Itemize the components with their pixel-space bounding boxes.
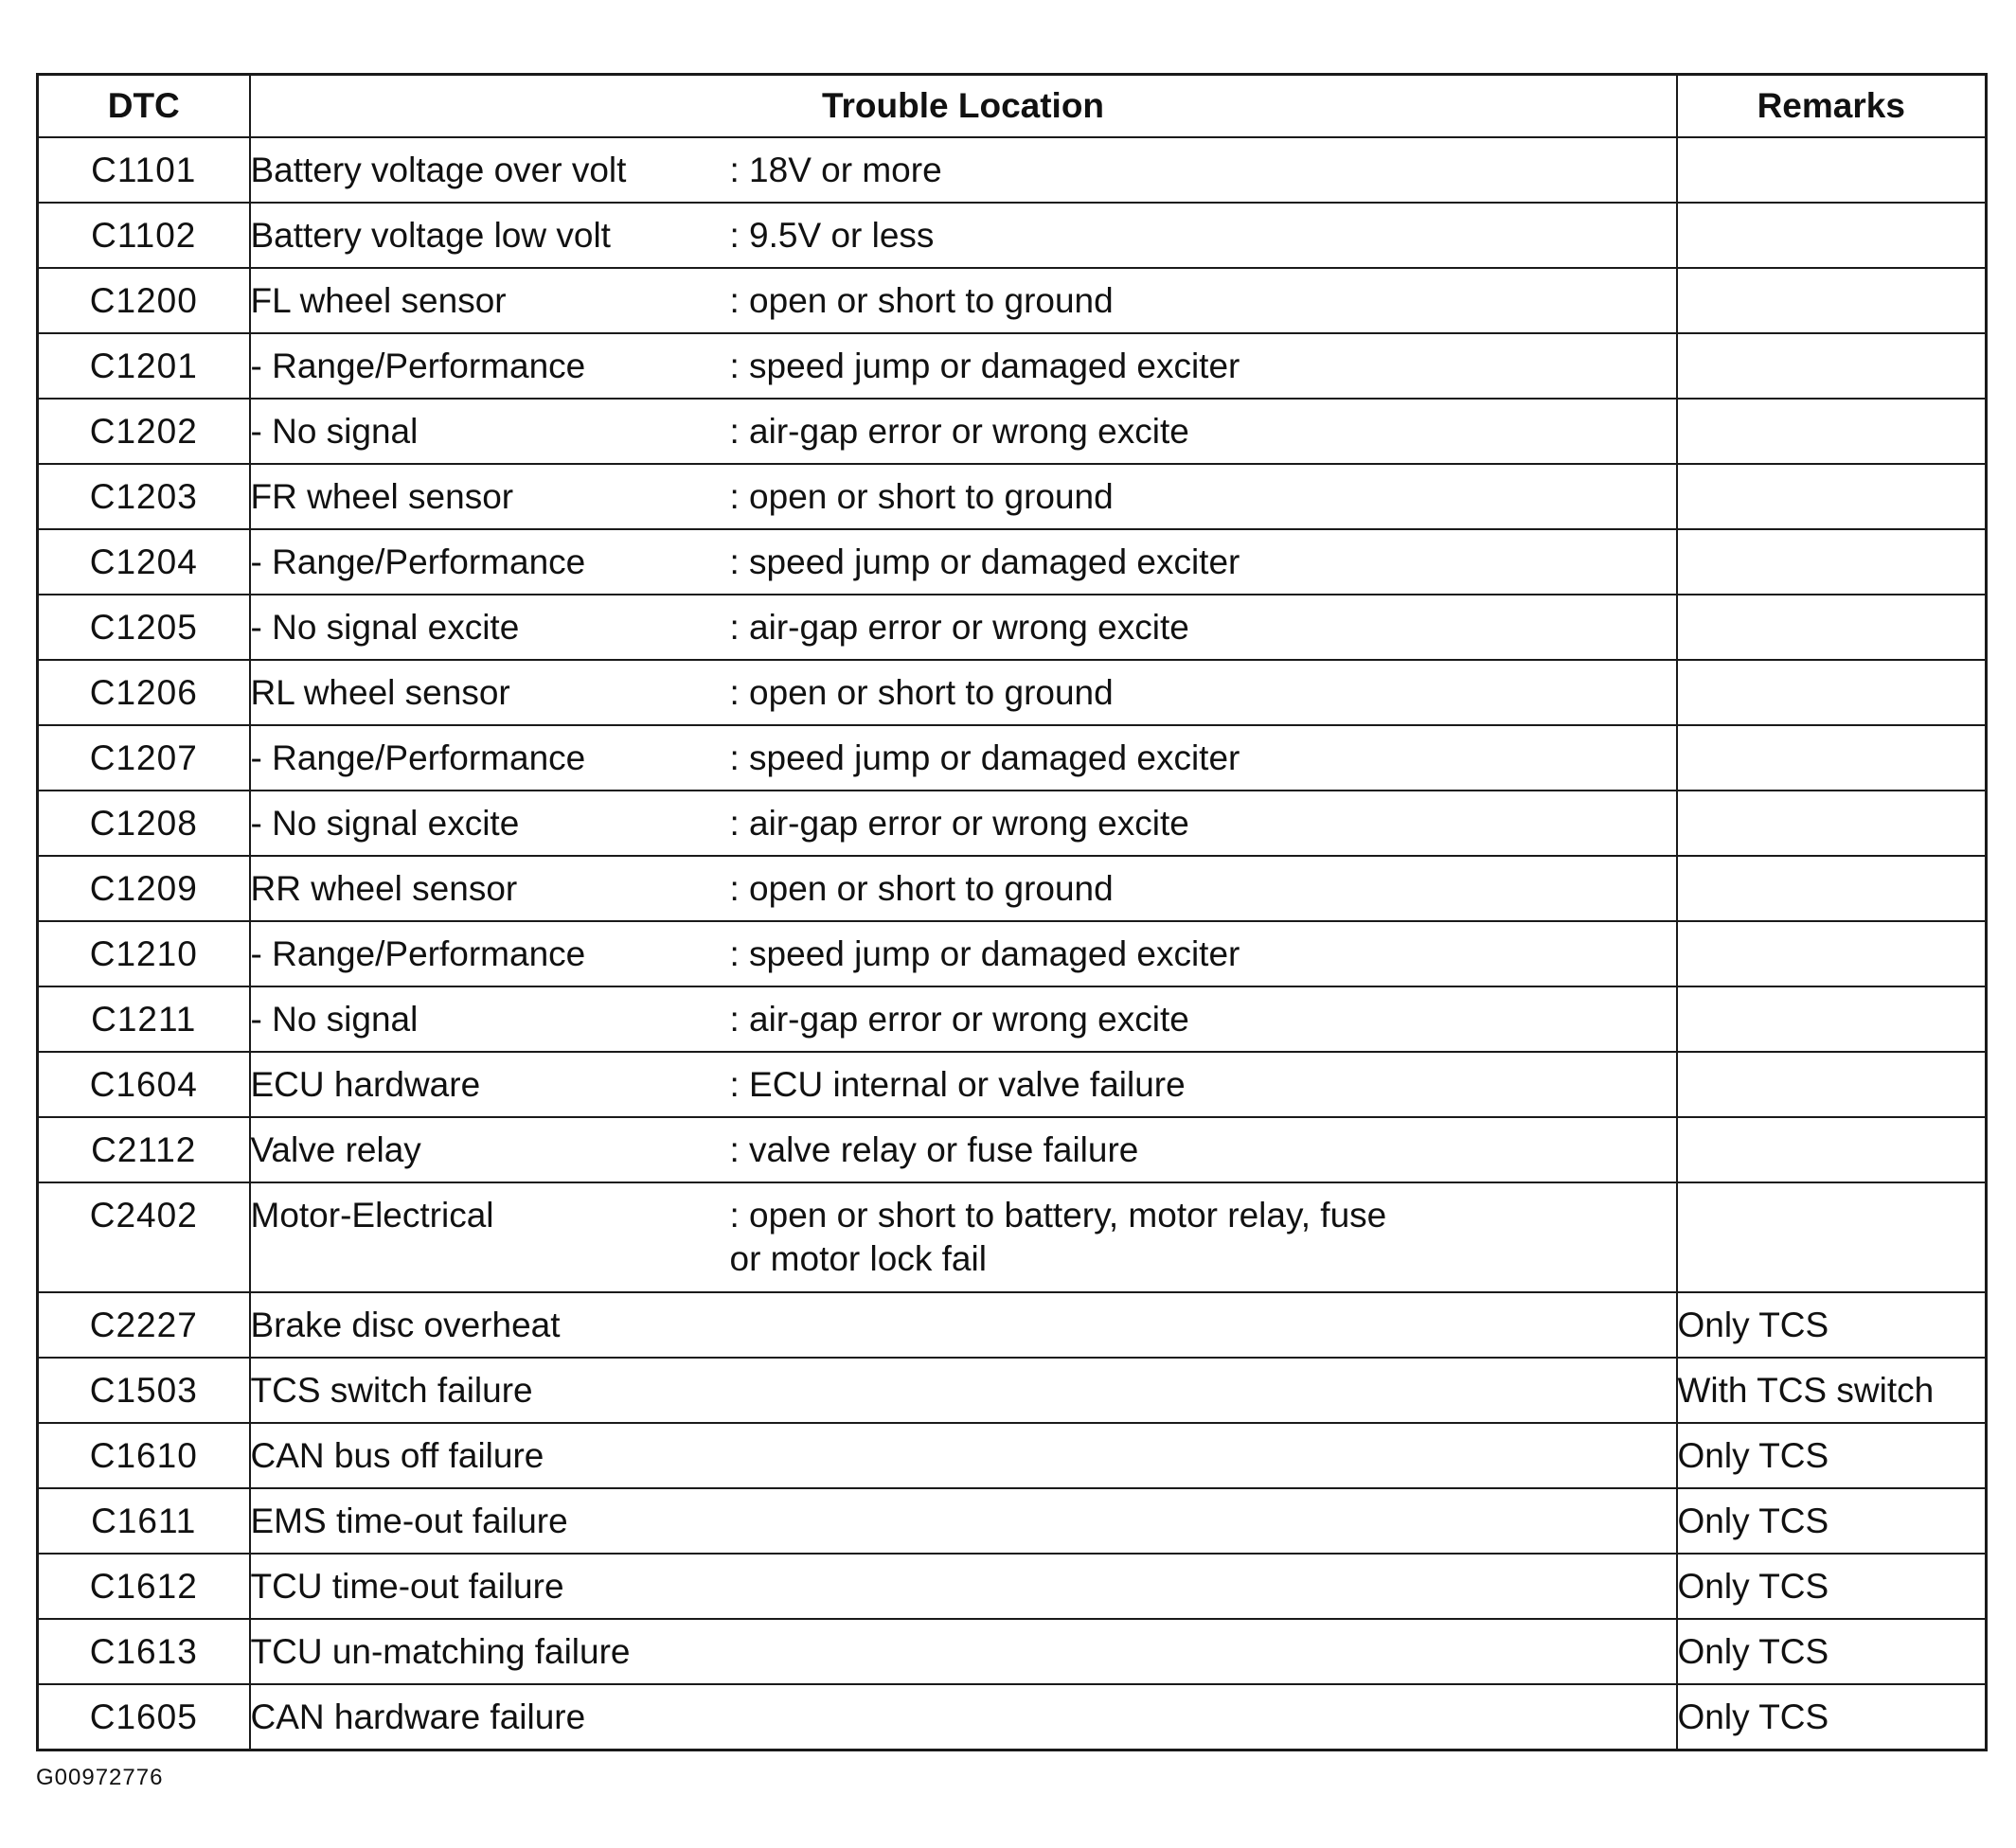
dtc-code: C1209 bbox=[38, 856, 250, 921]
remarks-cell bbox=[1677, 595, 1987, 660]
remarks-cell: Only TCS bbox=[1677, 1554, 1987, 1619]
trouble-location-detail: : open or short to ground bbox=[729, 477, 1114, 516]
trouble-location-name: FL wheel sensor bbox=[250, 281, 507, 320]
table-row bbox=[38, 203, 1987, 268]
remarks-cell bbox=[1677, 137, 1987, 203]
remarks-cell bbox=[1677, 791, 1987, 856]
trouble-location-cell bbox=[250, 529, 1677, 595]
table-row bbox=[38, 791, 1987, 856]
dtc-code: C2112 bbox=[38, 1117, 250, 1182]
remarks-cell: Only TCS bbox=[1677, 1488, 1987, 1554]
remarks-cell bbox=[1677, 856, 1987, 921]
table-row bbox=[38, 595, 1987, 660]
trouble-location-cell bbox=[250, 1182, 1677, 1292]
trouble-location-name: - Range/Performance bbox=[250, 738, 586, 777]
remarks-cell bbox=[1677, 1182, 1987, 1292]
header-remarks: Remarks bbox=[1677, 75, 1987, 138]
dtc-code: C1207 bbox=[38, 725, 250, 791]
dtc-code: C1604 bbox=[38, 1052, 250, 1117]
trouble-location-name: - No signal bbox=[250, 1000, 419, 1039]
trouble-location-detail: : open or short to battery, motor relay, fuse or motor lock fail bbox=[729, 1196, 1387, 1278]
trouble-location-cell bbox=[250, 203, 1677, 268]
trouble-location-name: Valve relay bbox=[250, 1130, 421, 1169]
trouble-location-cell bbox=[250, 725, 1677, 791]
trouble-location-detail: : ECU internal or valve failure bbox=[729, 1065, 1186, 1104]
trouble-location-name: - Range/Performance bbox=[250, 934, 586, 973]
table-row bbox=[38, 1182, 1987, 1292]
dtc-code: C2227 bbox=[38, 1292, 250, 1358]
table-row bbox=[38, 725, 1987, 791]
remarks-cell bbox=[1677, 333, 1987, 399]
figure-id: G00972776 bbox=[36, 1765, 164, 1790]
trouble-location-cell bbox=[250, 595, 1677, 660]
table-row bbox=[38, 1684, 1987, 1750]
remarks-cell bbox=[1677, 399, 1987, 464]
trouble-location-name: Battery voltage low volt bbox=[250, 216, 611, 255]
trouble-location-name: - No signal excite bbox=[250, 608, 520, 647]
trouble-location-name: ECU hardware bbox=[250, 1065, 481, 1104]
trouble-location-cell bbox=[250, 1292, 1677, 1358]
trouble-location-cell bbox=[250, 333, 1677, 399]
trouble-location-cell bbox=[250, 1554, 1677, 1619]
trouble-location-name: TCU un-matching failure bbox=[250, 1632, 631, 1671]
remarks-cell: Only TCS bbox=[1677, 1423, 1987, 1488]
trouble-location-name: CAN hardware failure bbox=[250, 1697, 586, 1736]
table-row bbox=[38, 464, 1987, 529]
dtc-code: C1611 bbox=[38, 1488, 250, 1554]
trouble-location-name: Motor-Electrical bbox=[250, 1196, 494, 1235]
dtc-code: C1613 bbox=[38, 1619, 250, 1684]
remarks-cell: Only TCS bbox=[1677, 1684, 1987, 1750]
remarks-cell bbox=[1677, 660, 1987, 725]
trouble-location-name: - No signal bbox=[250, 412, 419, 451]
trouble-location-cell bbox=[250, 1358, 1677, 1423]
table-row bbox=[38, 660, 1987, 725]
trouble-location-name: TCU time-out failure bbox=[250, 1567, 564, 1606]
trouble-location-detail: : 18V or more bbox=[729, 151, 942, 189]
trouble-location-cell bbox=[250, 986, 1677, 1052]
trouble-location-cell bbox=[250, 1117, 1677, 1182]
remarks-cell bbox=[1677, 921, 1987, 986]
table-row bbox=[38, 856, 1987, 921]
trouble-location-name: CAN bus off failure bbox=[250, 1436, 544, 1475]
remarks-cell bbox=[1677, 986, 1987, 1052]
dtc-code: C1204 bbox=[38, 529, 250, 595]
table-row bbox=[38, 1488, 1987, 1554]
table-row bbox=[38, 921, 1987, 986]
trouble-location-cell bbox=[250, 1423, 1677, 1488]
dtc-code: C1200 bbox=[38, 268, 250, 333]
dtc-code: C1205 bbox=[38, 595, 250, 660]
dtc-code: C1605 bbox=[38, 1684, 250, 1750]
dtc-code: C1206 bbox=[38, 660, 250, 725]
trouble-location-detail: : valve relay or fuse failure bbox=[729, 1130, 1139, 1169]
trouble-location-name: Battery voltage over volt bbox=[250, 151, 627, 189]
dtc-code: C1208 bbox=[38, 791, 250, 856]
table-row bbox=[38, 1292, 1987, 1358]
header-row bbox=[38, 75, 1987, 138]
dtc-code: C1201 bbox=[38, 333, 250, 399]
remarks-cell: Only TCS bbox=[1677, 1292, 1987, 1358]
dtc-code: C1503 bbox=[38, 1358, 250, 1423]
dtc-code: C1203 bbox=[38, 464, 250, 529]
dtc-table bbox=[36, 73, 1988, 1751]
trouble-location-name: RL wheel sensor bbox=[250, 673, 510, 712]
trouble-location-name: - No signal excite bbox=[250, 804, 520, 843]
dtc-code: C1610 bbox=[38, 1423, 250, 1488]
trouble-location-cell bbox=[250, 399, 1677, 464]
dtc-code: C2402 bbox=[38, 1182, 250, 1292]
dtc-code: C1210 bbox=[38, 921, 250, 986]
remarks-cell bbox=[1677, 464, 1987, 529]
table-row bbox=[38, 529, 1987, 595]
header-dtc: DTC bbox=[38, 75, 250, 138]
table-row bbox=[38, 1423, 1987, 1488]
trouble-location-detail: : speed jump or damaged exciter bbox=[729, 934, 1240, 973]
remarks-cell bbox=[1677, 268, 1987, 333]
trouble-location-detail: : air-gap error or wrong excite bbox=[729, 412, 1189, 451]
trouble-location-cell bbox=[250, 791, 1677, 856]
table-row bbox=[38, 1554, 1987, 1619]
trouble-location-detail: : speed jump or damaged exciter bbox=[729, 542, 1240, 581]
remarks-cell bbox=[1677, 1117, 1987, 1182]
table-row bbox=[38, 986, 1987, 1052]
trouble-location-name: EMS time-out failure bbox=[250, 1502, 568, 1540]
dtc-code: C1102 bbox=[38, 203, 250, 268]
trouble-location-cell bbox=[250, 1684, 1677, 1750]
trouble-location-detail: : speed jump or damaged exciter bbox=[729, 738, 1240, 777]
trouble-location-name: - Range/Performance bbox=[250, 346, 586, 385]
table-row bbox=[38, 137, 1987, 203]
trouble-location-name: RR wheel sensor bbox=[250, 869, 518, 908]
trouble-location-cell bbox=[250, 660, 1677, 725]
dtc-code: C1612 bbox=[38, 1554, 250, 1619]
remarks-cell bbox=[1677, 725, 1987, 791]
trouble-location-detail: : open or short to ground bbox=[729, 673, 1114, 712]
trouble-location-cell bbox=[250, 1619, 1677, 1684]
trouble-location-cell bbox=[250, 464, 1677, 529]
table-row bbox=[38, 1052, 1987, 1117]
table-row bbox=[38, 1358, 1987, 1423]
remarks-cell bbox=[1677, 529, 1987, 595]
remarks-cell bbox=[1677, 203, 1987, 268]
trouble-location-detail: : air-gap error or wrong excite bbox=[729, 1000, 1189, 1039]
remarks-cell bbox=[1677, 1052, 1987, 1117]
table-row bbox=[38, 1117, 1987, 1182]
dtc-code: C1202 bbox=[38, 399, 250, 464]
trouble-location-detail: : air-gap error or wrong excite bbox=[729, 608, 1189, 647]
table-row bbox=[38, 399, 1987, 464]
trouble-location-cell bbox=[250, 137, 1677, 203]
trouble-location-name: Brake disc overheat bbox=[250, 1306, 561, 1344]
trouble-location-cell bbox=[250, 268, 1677, 333]
remarks-cell: Only TCS bbox=[1677, 1619, 1987, 1684]
trouble-location-cell bbox=[250, 921, 1677, 986]
trouble-location-name: TCS switch failure bbox=[250, 1371, 533, 1410]
dtc-code: C1101 bbox=[38, 137, 250, 203]
trouble-location-detail: : open or short to ground bbox=[729, 281, 1114, 320]
trouble-location-detail: : air-gap error or wrong excite bbox=[729, 804, 1189, 843]
trouble-location-cell bbox=[250, 1052, 1677, 1117]
trouble-location-detail: : 9.5V or less bbox=[729, 216, 935, 255]
trouble-location-detail: : open or short to ground bbox=[729, 869, 1114, 908]
table-row bbox=[38, 268, 1987, 333]
remarks-cell: With TCS switch bbox=[1677, 1358, 1987, 1423]
trouble-location-name: - Range/Performance bbox=[250, 542, 586, 581]
trouble-location-detail: : speed jump or damaged exciter bbox=[729, 346, 1240, 385]
table-row bbox=[38, 333, 1987, 399]
dtc-code: C1211 bbox=[38, 986, 250, 1052]
header-trouble-location: Trouble Location bbox=[250, 75, 1677, 138]
table-body bbox=[38, 137, 1987, 1750]
table-row bbox=[38, 1619, 1987, 1684]
trouble-location-cell bbox=[250, 856, 1677, 921]
trouble-location-cell bbox=[250, 1488, 1677, 1554]
trouble-location-name: FR wheel sensor bbox=[250, 477, 514, 516]
